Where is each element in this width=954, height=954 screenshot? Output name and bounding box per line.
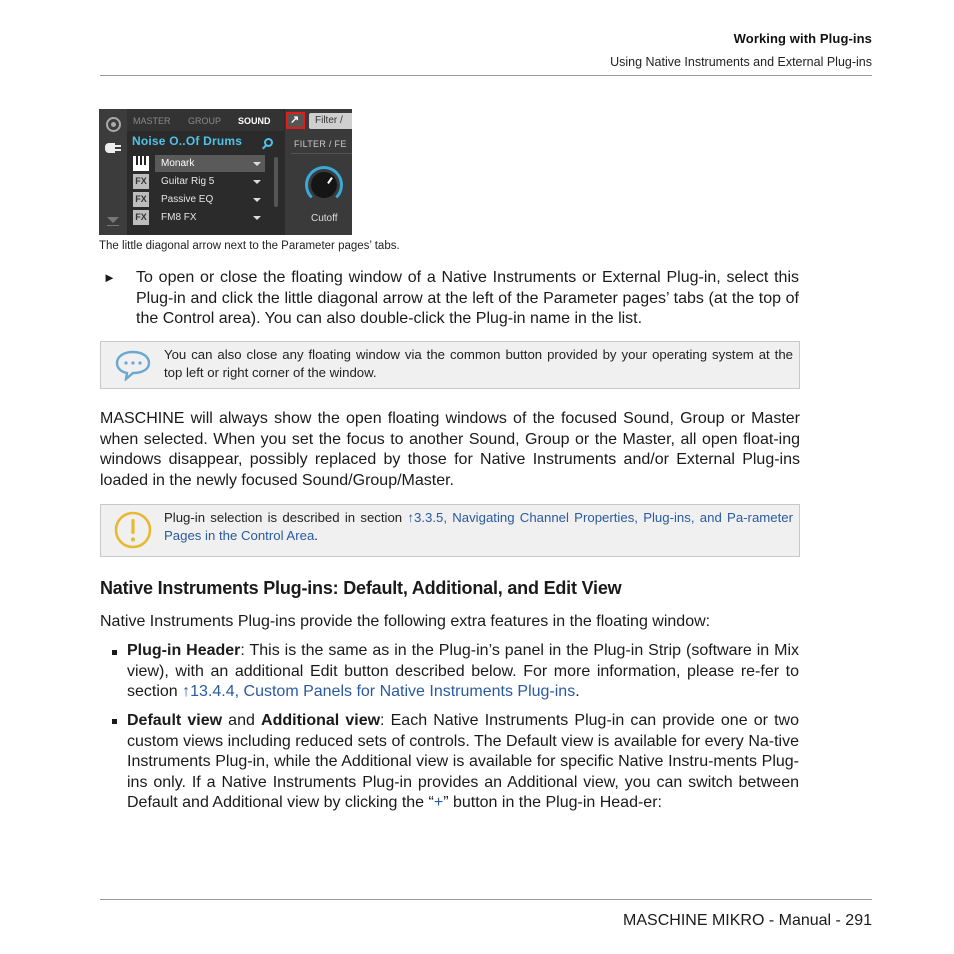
fx-badge: FX (133, 174, 149, 189)
bullet-square (112, 719, 117, 724)
chevron-down-icon[interactable] (253, 162, 261, 166)
plugin-slot-name: FM8 FX (161, 212, 197, 223)
footer-rule (100, 899, 872, 900)
note-box (100, 341, 800, 389)
step-text: To open or close the floating window of a Native Instruments or External Plug-in, select this Plug-in and click the little diagonal arrow at the left of the Parameter pages’ tabs (at the top of the Control area). You can also double-click the Plug-in name in the list. (136, 269, 799, 327)
plugin-slot[interactable] (129, 191, 269, 208)
intro-paragraph: Native Instruments Plug-ins provide the following extra features in the floating window: (100, 613, 711, 630)
speech-bubble-icon (114, 349, 152, 386)
tab-sound[interactable]: SOUND (238, 116, 271, 126)
plugin-slot-name: Monark (155, 155, 265, 172)
tab-master[interactable]: MASTER (133, 116, 171, 126)
search-icon[interactable] (264, 138, 273, 147)
header-rule (100, 75, 872, 76)
section-heading: Native Instruments Plug-ins: Default, Additional, and Edit View (100, 578, 622, 598)
plugin-slot-name: Guitar Rig 5 (161, 176, 215, 187)
page-footer: MASCHINE MIKRO - Manual - 291 (623, 912, 872, 929)
section-link[interactable]: ↑3.3.5, Navigating Channel Properties, Plug-ins, and Pa-rameter Pages in the Control Area (164, 510, 793, 543)
record-icon (106, 117, 121, 132)
running-header-section: Using Native Instruments and External Plug-ins (610, 55, 872, 69)
diagonal-arrow-icon: ↗ (290, 114, 300, 126)
parameter-page-tab[interactable]: Filter / (309, 113, 352, 129)
plugin-slot[interactable] (129, 155, 269, 172)
exclamation-icon (113, 510, 153, 555)
sound-name: Noise O..Of Drums (132, 134, 243, 148)
knob-label: Cutoff (311, 213, 338, 224)
floating-window-button[interactable] (286, 112, 305, 129)
bullet-item: Default view and Additional view: Each Native Instruments Plug-in can provide one or two custom views including reduced sets of controls. The Default view is available for every Na-tive Instruments Plug-in, while the Additional view is available for specific Native Instru-ments Plug-ins only. If a Native Instruments Plug-in provides an Additional view, you can switch between Default and Additional view by clicking the “+” button in the Plug-in Head-er: (127, 712, 799, 811)
slot-scrollbar[interactable] (274, 157, 278, 207)
chevron-down-icon[interactable] (253, 180, 261, 184)
tab-group[interactable]: GROUP (188, 116, 222, 126)
section-divider (291, 153, 352, 154)
section-link[interactable]: ↑13.4.4, Custom Panels for Native Instruments Plug-ins (182, 683, 576, 700)
cutoff-knob[interactable] (305, 166, 343, 204)
parameter-section-label: FILTER / FE (294, 139, 347, 149)
plugin-screenshot (99, 109, 352, 235)
warning-text: Plug-in selection is described in section ↑3.3.5, Navigating Channel Properties, Plug-ins, and Pa-rameter Pages in the Control Area. (164, 510, 793, 543)
bullet-square (112, 650, 117, 655)
fx-badge: FX (133, 210, 149, 225)
plugin-slot-name: Passive EQ (161, 194, 214, 205)
scroll-line (107, 225, 119, 226)
body-paragraph: MASCHINE will always show the open floating windows of the focused Sound, Group or Master when selected. When you set the focus to another Sound, Group or the Master, all open float-ing windows disappear, possibly replaced by those for Native Instruments and/or External Plug-ins loaded in the newly focused Sound/Group/Master. (100, 410, 800, 489)
step-marker: ► (103, 270, 116, 285)
figure-caption: The little diagonal arrow next to the Parameter pages’ tabs. (99, 240, 400, 252)
note-text: You can also close any floating window via the common button provided by your operating system at the top left or right corner of the window. (164, 347, 793, 380)
warning-box (100, 504, 800, 557)
running-header-chapter: Working with Plug-ins (733, 31, 872, 46)
plugin-slot[interactable] (129, 209, 269, 226)
plugin-slot[interactable] (129, 173, 269, 190)
chevron-down-icon[interactable] (253, 216, 261, 220)
keyboard-icon (133, 156, 149, 171)
plug-icon (105, 142, 121, 154)
bullet-item: Plug-in Header: This is the same as in the Plug-in’s panel in the Plug-in Strip (software in Mix view), with an additional Edit button described below. For more information, please re-fer to section ↑13.4.4, Custom Panels for Native Instruments Plug-ins. (127, 642, 800, 700)
fx-badge: FX (133, 192, 149, 207)
scroll-down-icon (107, 217, 119, 223)
chevron-down-icon[interactable] (253, 198, 261, 202)
